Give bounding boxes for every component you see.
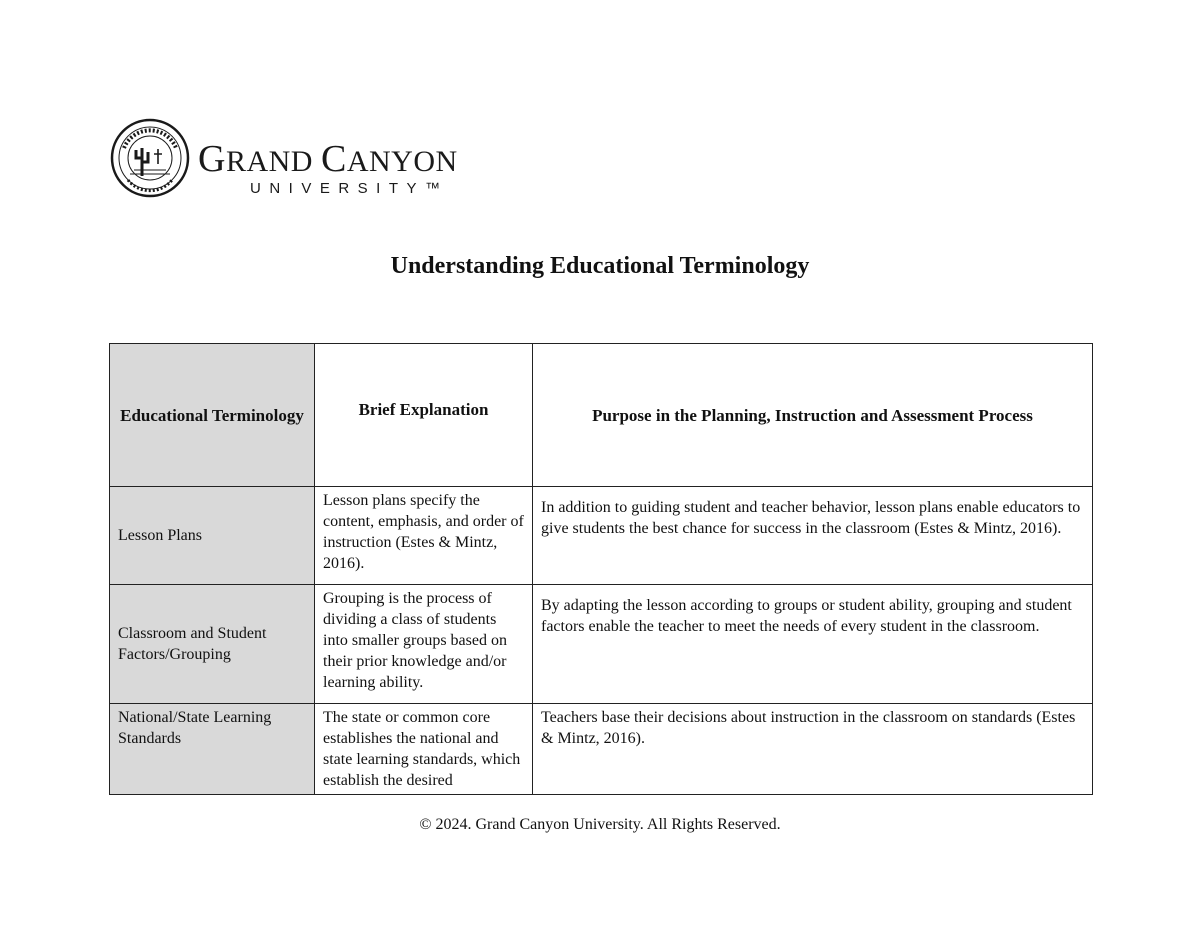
row-purpose: In addition to guiding student and teacher behavior, lesson plans enable educators to give students the best chance for success in the classroom (Estes & Mintz, 2016). (533, 487, 1093, 585)
row-term: National/State Learning Standards (110, 704, 315, 795)
row-term: Classroom and Student Factors/Grouping (110, 585, 315, 704)
copyright-footer: © 2024. Grand Canyon University. All Rights Reserved. (419, 816, 781, 833)
table-row (110, 585, 1093, 704)
row-purpose: Teachers base their decisions about instruction in the classroom on standards (Estes & Mintz, 2016). (533, 704, 1093, 795)
university-logo (110, 118, 480, 202)
header-purpose: Purpose in the Planning, Instruction and Assessment Process (533, 344, 1093, 487)
logo-wordmark: GRAND CANYON (198, 138, 458, 180)
terminology-table (109, 343, 1093, 795)
header-terminology: Educational Terminology (110, 344, 315, 487)
row-purpose: By adapting the lesson according to groups or student ability, grouping and student factors enable the teacher to meet the needs of every student in the classroom. (533, 585, 1093, 704)
row-explanation: Lesson plans specify the content, emphasis, and order of instruction (Estes & Mintz, 2016). (315, 487, 533, 585)
table-row (110, 487, 1093, 585)
header-explanation: Brief Explanation (315, 344, 533, 487)
gcu-seal-icon (110, 118, 190, 198)
logo-subtitle: UNIVERSITY™ (250, 180, 449, 197)
document-title: Understanding Educational Terminology (390, 253, 810, 279)
row-explanation: Grouping is the process of dividing a class of students into smaller groups based on their prior knowledge and/or learning ability. (315, 585, 533, 704)
table-header-row (110, 344, 1093, 487)
row-explanation: The state or common core establishes the national and state learning standards, which establish the desired (315, 704, 533, 795)
table-row (110, 704, 1093, 795)
row-term: Lesson Plans (110, 487, 315, 585)
